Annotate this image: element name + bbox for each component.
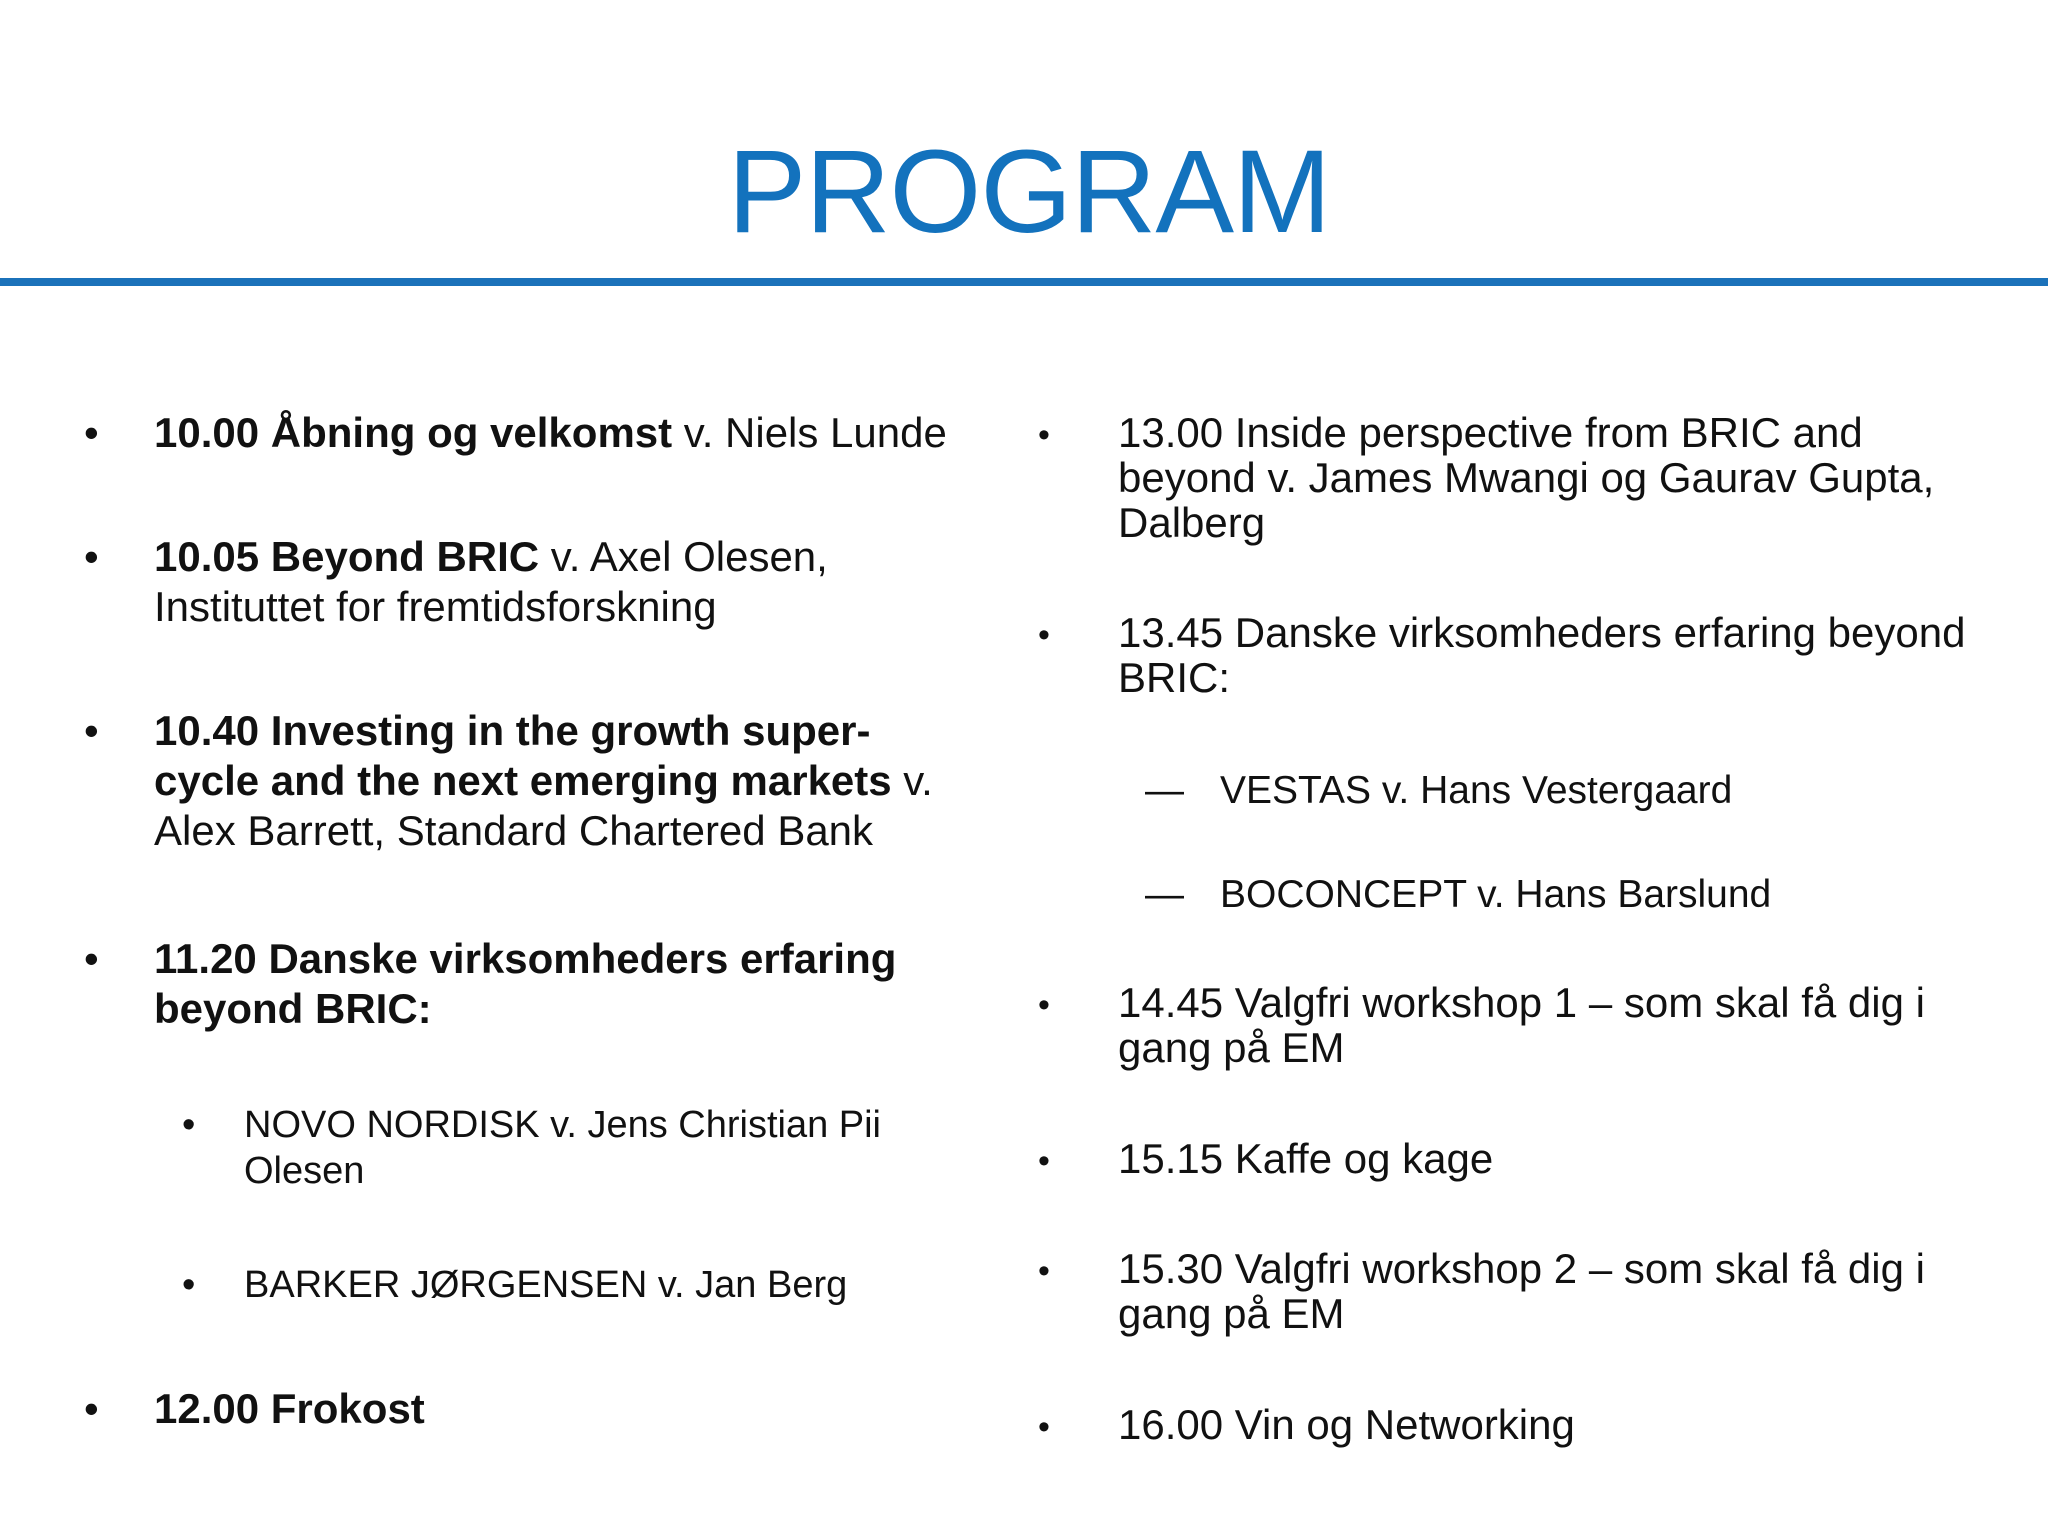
- agenda-item-1005: [84, 532, 828, 632]
- bullet-icon: •: [84, 409, 99, 456]
- agenda-item-1530: [1038, 1245, 1925, 1337]
- item-speaker: v. Niels Lunde: [672, 409, 947, 456]
- item-time: 10.00: [154, 409, 260, 456]
- agenda-item-1345: [1038, 609, 1966, 701]
- agenda-item-1040: [84, 706, 933, 856]
- agenda-item-1000: [84, 408, 947, 458]
- bullet-icon: •: [1038, 1142, 1050, 1180]
- bullet-icon: •: [1038, 616, 1050, 654]
- item-line: Instituttet for fremtidsforskning: [154, 583, 717, 630]
- item-line: 14.45 Valgfri workshop 1 – som skal få dig i: [1118, 979, 1925, 1026]
- bullet-icon: •: [1038, 1408, 1050, 1446]
- item-line: Olesen: [244, 1150, 365, 1192]
- bullet-icon: •: [84, 935, 99, 982]
- agenda-item-1200: [84, 1384, 425, 1434]
- item-line: Alex Barrett, Standard Chartered Bank: [154, 807, 874, 854]
- title-divider: [0, 278, 2048, 286]
- item-title: 12.00 Frokost: [154, 1385, 425, 1432]
- item-line: 15.30 Valgfri workshop 2 – som skal få dig i: [1118, 1245, 1925, 1292]
- sub-item-barker-jorgensen: [182, 1262, 848, 1308]
- sub-item-boconcept: [1145, 872, 1772, 918]
- item-line: BARKER JØRGENSEN v. Jan Berg: [244, 1264, 848, 1306]
- agenda-item-1300: [1038, 409, 1935, 546]
- agenda-item-1120: [84, 934, 897, 1034]
- bullet-icon: •: [84, 533, 99, 580]
- bullet-icon: •: [182, 1264, 196, 1306]
- item-line: NOVO NORDISK v. Jens Christian Pii: [244, 1104, 882, 1146]
- page-title: PROGRAM: [727, 126, 1331, 258]
- bullet-icon: •: [182, 1104, 196, 1146]
- bullet-icon: •: [84, 1385, 99, 1432]
- item-line: 16.00 Vin og Networking: [1118, 1401, 1575, 1448]
- item-title: Beyond BRIC: [270, 533, 540, 580]
- item-time: 10.05: [154, 533, 260, 580]
- bullet-icon: •: [1038, 1252, 1050, 1290]
- item-line: 13.00 Inside perspective from BRIC and: [1118, 409, 1863, 456]
- item-line: gang på EM: [1118, 1024, 1345, 1071]
- item-line: BOCONCEPT v. Hans Barslund: [1220, 873, 1772, 916]
- agenda-item-1600: [1038, 1401, 1575, 1448]
- item-title: cycle and the next emerging markets: [154, 757, 892, 804]
- item-title: beyond BRIC:: [154, 985, 432, 1032]
- item-line: beyond v. James Mwangi og Gaurav Gupta,: [1118, 454, 1935, 501]
- bullet-icon: •: [1038, 986, 1050, 1024]
- sub-item-novo-nordisk: [182, 1102, 882, 1194]
- item-line: Dalberg: [1118, 499, 1266, 546]
- item-title: Åbning og velkomst: [270, 409, 673, 456]
- item-line: 15.15 Kaffe og kage: [1118, 1135, 1494, 1182]
- bullet-icon: •: [1038, 416, 1050, 454]
- bullet-icon: •: [84, 707, 99, 754]
- dash-icon: —: [1145, 873, 1184, 916]
- item-speaker: v.: [891, 757, 933, 804]
- item-title: 10.40 Investing in the growth super-: [154, 707, 871, 754]
- item-line: VESTAS v. Hans Vestergaard: [1220, 769, 1733, 812]
- dash-icon: —: [1145, 769, 1184, 812]
- item-line: 13.45 Danske virksomheders erfaring beyond: [1118, 609, 1966, 656]
- item-line: gang på EM: [1118, 1290, 1345, 1337]
- agenda-item-1515: [1038, 1135, 1494, 1182]
- item-title: 11.20 Danske virksomheders erfaring: [154, 935, 897, 982]
- sub-item-vestas: [1145, 768, 1733, 814]
- item-speaker: v. Axel Olesen,: [539, 533, 828, 580]
- item-line: BRIC:: [1118, 654, 1231, 701]
- agenda-item-1445: [1038, 979, 1925, 1071]
